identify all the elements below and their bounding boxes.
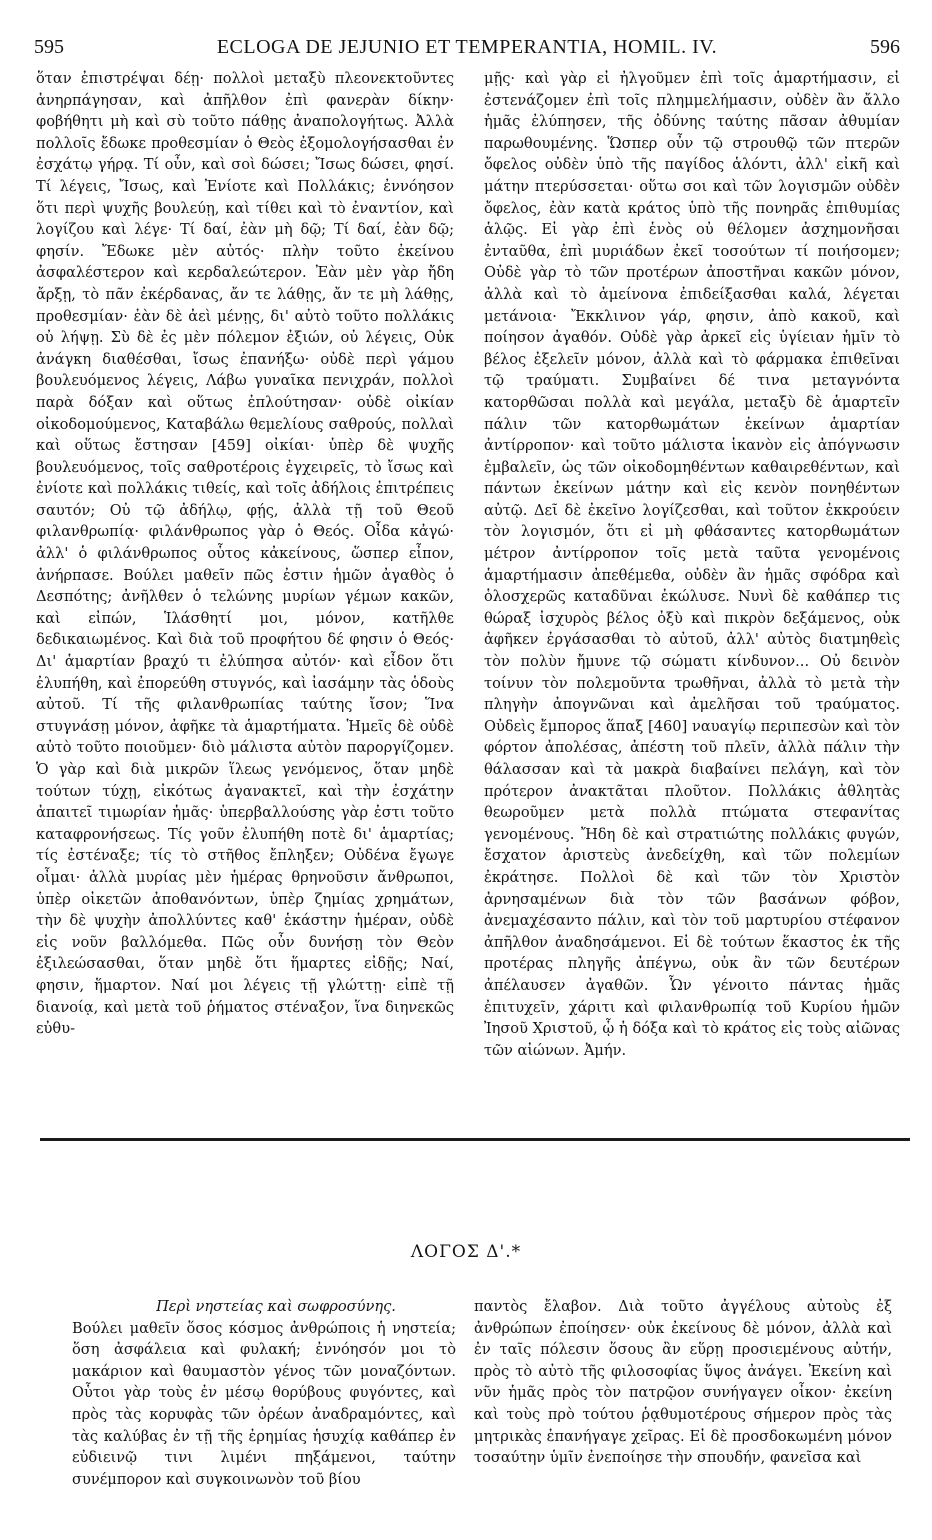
section-title: ΛΟΓΟΣ Δ'.* (410, 1242, 522, 1262)
running-title: ECLOGA DE JEJUNIO ET TEMPERANTIA, HOMIL. IV. (216, 36, 718, 58)
bottom-left-text: Βούλει μαθεῖν ὅσος κόσμος ἀνθρώποις ἡ νηστεία; ὅση ἀσφάλεια καὶ φυλακή; ἐννόησόν μοι τὸ μακάριον καὶ θαυμαστὸν γένος τῶν μοναζόντων. Οὗτοι γὰρ τοὺς ἐν μέσῳ θορύβους φυγόντες, καὶ πρὸς τὰς κορυφὰς τῶν ὀρέων ἀναδραμόντες, καὶ τὰς καλύβας ἐν τῇ τῆς ἐρημίας ἡσυχίᾳ καθάπερ ἐν εὐδιεινῷ τινι λιμένι πηξάμενοι, ταύτην συνέμπορον καὶ συγκοινωνὸν τοῦ βίου (72, 1319, 456, 1488)
page-number-left: 595 (34, 36, 64, 58)
bottom-right-text: παντὸς ἔλαβον. Διὰ τοῦτο ἀγγέλους αὐτοὺς ἐξ ἀνθρώπων ἐποίησεν· οὐκ ἐκείνους δὲ μόνον, ἀλλὰ καὶ ἐν ταῖς πόλεσιν ὅσους ἂν εὕρῃ προσιεμένους αὐτήν, πρὸς τὸ αὐτὸ τῆς φιλοσοφίας ὕψος ἀνάγει. Ἐκείνη καὶ νῦν ἡμᾶς πρὸς τὸν πατρῷον συνήγαγεν οἶκον· ἐκείνη καὶ τοὺς πρὸ τούτου ῥᾳθυμοτέρους σήμερον πρὸς τὰς μητρικὰς ἐπανήγαγε χεῖρας. Εἰ δὲ προσδοκωμένη μόνον τοσαύτην ὑμῖν ἐνεποίησε τὴν σπουδήν, φανεῖσα καὶ (474, 1298, 892, 1467)
section-subtitle: Περὶ νηστείας καὶ σωφροσύνης. (156, 1298, 396, 1315)
top-left-column (36, 68, 454, 1040)
bottom-right-column (474, 1296, 892, 1469)
bottom-left-column (72, 1296, 456, 1490)
top-right-column (484, 68, 900, 1061)
page-header (34, 30, 900, 60)
page-number-right: 596 (870, 36, 900, 58)
section-divider (40, 1138, 910, 1141)
top-right-text: μῇς· καὶ γὰρ εἰ ἠλγοῦμεν ἐπὶ τοῖς ἁμαρτήμασιν, εἰ ἐστενάζομεν ἐπὶ τοῖς πλημμελήμασιν, οὐδὲν ἂν ἄλλο ἡμᾶς ἐλύπησεν, τῆς ὀδύνης ταύτης πᾶσαν ἀθυμίαν παρωθουμένης. Ὥσπερ οὖν τῷ στρουθῷ τῶν πτερῶν ὄφελος οὐδὲν ὑπὸ τῆς παγίδος ἁλόντι, ἀλλ' εἰκῆ καὶ μάτην πτερύσσεται· οὕτω σοι καὶ τῶν λογισμῶν οὐδὲν ὄφελος, ἐὰν κατὰ κράτος ὑπὸ τῆς πονηρᾶς ἐπιθυμίας ἁλῷς. Εἰ γὰρ ἐπὶ ἑνὸς οὐ θέλομεν ἀσχημονῆσαι ἐνταῦθα, ἐπὶ μυριάδων ἐκεῖ τοσούτων τί ποιήσομεν; Οὐδὲ γὰρ τὸ τῶν προτέρων ἀποστῆναι κακῶν μόνον, ἀλλὰ καὶ τὸ ἀμείνονα ἐπιδείξασθαι καλά, λέγεται μετάνοια· Ἔκκλινον γάρ, φησιν, ἀπὸ κακοῦ, καὶ ποίησον ἀγαθόν. Οὐδὲ γὰρ ἀρκεῖ εἰς ὑγίειαν ἡμῖν τὸ βέλος ἐξελεῖν μόνον, ἀλλὰ καὶ τὸ φάρμακα ἐπιθεῖναι τῷ τραύματι. Συμβαίνει δέ τινα μεταγνόντα κατορθῶσαι πολλὰ καὶ μεγάλα, μεταξὺ δὲ ἁμαρτεῖν πάλιν τῶν κατορθωμάτων ἐκείνων ἁμαρτίαν ἀντίρροπον· καὶ τοῦτο μάλιστα ἱκανὸν εἰς ἀπόγνωσιν ἐμβαλεῖν, ὡς τῶν οἰκοδομηθέντων καθαιρεθέντων, καὶ πάντων ἐκείνων μάτην καὶ εἰς κενὸν πονηθέντων αὐτῷ. Δεῖ δὲ ἐκεῖνο λογίζεσθαι, καὶ τοῦτον ἐκκρούειν τὸν λογισμόν, ὅτι εἰ μὴ φθάσαντες κατορθωμάτων μέτρον ἀντίρροπον τοῖς μετὰ ταῦτα γενομένοις ἁμαρτήμασιν ἀπεθέμεθα, οὐδὲν ἂν ἡμᾶς σφόδρα καὶ ὁλοσχερῶς καταδῦναι ἐκώλυσε. Νυνὶ δὲ καθάπερ τις θώραξ ἰσχυρὸς βέλος ὀξὺ καὶ πικρὸν δεξάμενος, οὐκ ἀφῆκεν ἐργάσασθαι τὸ αὐτοῦ, ἀλλ' αὐτὸς διατμηθεὶς τὸν πολὺν ἤμυνε τῷ σώματι κίνδυνον... Οὐ δεινὸν τοίνυν τὸν πολεμοῦντα τρωθῆναι, ἀλλὰ τὸ μετὰ τὴν πληγὴν ἀπογνῶναι καὶ ἀμελῆσαι τοῦ τραύματος. Οὐδεὶς ἔμπορος ἅπαξ [460] ναυαγίῳ περιπεσὼν καὶ τὸν φόρτον ἀπολέσας, ἀπέστη τοῦ πλεῖν, ἀλλὰ πάλιν τὴν θάλασσαν καὶ τὰ μακρὰ διαβαίνει πελάγη, καὶ τὸν πρότερον ἀνακτᾶται πλοῦτον. Πολλάκις ἀθλητὰς θεωροῦμεν μετὰ πολλὰ πτώματα στεφανίτας γενομένους. Ἤδη δὲ καὶ στρατιώτης πολλάκις φυγών, ἔσχατον ἀριστεὺς ἀνεδείχθη, καὶ τῶν πολεμίων ἐκράτησε. Πολλοὶ δὲ καὶ τῶν τὸν Χριστὸν ἀρνησαμένων διὰ τὸν τῶν βασάνων φόβον, ἀνεμαχέσαντο πάλιν, καὶ τὸν τοῦ μαρτυρίου στέφανον ἀπῆλθον ἀναδησάμενοι. Εἰ δὲ τούτων ἕκαστος ἐκ τῆς προτέρας πληγῆς ἀπέγνω, οὐκ ἂν τῶν δευτέρων ἀπέλαυσεν ἀγαθῶν. Ὧν γένοιτο πάντας ἡμᾶς ἐπιτυχεῖν, χάριτι καὶ φιλανθρωπίᾳ τοῦ Κυρίου ἡμῶν Ἰησοῦ Χριστοῦ, ᾧ ἡ δόξα καὶ τὸ κράτος εἰς τοὺς αἰῶνας τῶν αἰώνων. Ἀμήν. (484, 70, 900, 1059)
top-left-text: ὅταν ἐπιστρέψαι δέῃ· πολλοὶ μεταξὺ πλεονεκτοῦντες ἀνηρπάγησαν, καὶ ἀπῆλθον ἐπὶ φανερὰν δίκην· φοβήθητι μὴ καὶ σὺ τοῦτο πάθῃς ἀναπολογήτως. Ἀλλὰ πολλοῖς ἔδωκε προθεσμίαν ὁ Θεὸς ἐξομολογήσασθαι ἐν ἐσχάτῳ γήρᾳ. Τί οὖν, καὶ σοὶ δώσει; Ἴσως δώσει, φησί. Τί λέγεις, Ἴσως, καὶ Ἐνίοτε καὶ Πολλάκις; ἐννόησον ὅτι περὶ ψυχῆς βουλεύῃ, καὶ τίθει καὶ τὸ ἐναντίον, καὶ λογίζου καὶ λέγε· Τί δαί, ἐὰν μὴ δῷ; Τί δαί, ἐὰν δῷ; φησίν. Ἔδωκε μὲν αὐτός· πλὴν τοῦτο ἐκείνου ἀσφαλέστερον καὶ κερδαλεώτερον. Ἐὰν μὲν γὰρ ἤδη ἄρξῃ, τὸ πᾶν ἐκέρδανας, ἄν τε λάθῃς, ἄν τε μὴ λάθῃς, προθεσμίαν· ἐὰν δὲ ἀεὶ μένῃς, δι' αὐτὸ τοῦτο πολλάκις οὐ λήψῃ. Σὺ δὲ ἐς μὲν πόλεμον ἐξιών, οὐ λέγεις, Οὐκ ἀνάγκη διαθέσθαι, ἴσως ἐπανήξω· οὐδὲ περὶ γάμου βουλευόμενος λέγεις, Λάβω γυναῖκα πενιχράν, πολλοὶ παρὰ δόξαν καὶ οὕτως ἐπλούτησαν· οὐδὲ οἰκίαν οἰκοδομούμενος, Καταβάλω θεμελίους σαθρούς, πολλαὶ καὶ οὕτως ἔστησαν [459] οἰκίαι· ὑπὲρ δὲ ψυχῆς βουλευόμενος, τοῖς σαθροτέροις ἐγχειρεῖς, τὸ ἴσως καὶ ἐνίοτε καὶ πολλάκις τιθείς, καὶ τοῖς ἀδήλοις ἐπιτρέπεις σαυτόν; Οὐ τῷ ἀδήλῳ, φῄς, ἀλλὰ τῇ τοῦ Θεοῦ φιλανθρωπίᾳ· φιλάνθρωπος γὰρ ὁ Θεός. Οἶδα κἀγώ· ἀλλ' ὁ φιλάνθρωπος οὗτος κἀκείνους, ὥσπερ εἶπον, ἀνήρπασε. Βούλει μαθεῖν πῶς ἐστιν ἡμῶν ἀγαθὸς ὁ Δεσπότης; ἀνῆλθεν ὁ τελώνης μυρίων γέμων κακῶν, καὶ εἰπών, Ἱλάσθητί μοι, μόνον, κατῆλθε δεδικαιωμένος. Καὶ διὰ τοῦ προφήτου δέ φησιν ὁ Θεός· Δι' ἁμαρτίαν βραχύ τι ἐλύπησα αὐτόν· καὶ εἶδον ὅτι ἐλυπήθη, καὶ ἐπορεύθη στυγνός, καὶ ἰασάμην τὰς ὁδοὺς αὐτοῦ. Τί τῆς φιλανθρωπίας ταύτης ἴσον; Ἵνα στυγνάσῃ μόνον, ἀφῆκε τὰ ἁμαρτήματα. Ἡμεῖς δὲ οὐδὲ αὐτὸ τοῦτο ποιοῦμεν· διὸ μάλιστα αὐτὸν παροργίζομεν. Ὁ γὰρ καὶ διὰ μικρῶν ἵλεως γενόμενος, ὅταν μηδὲ τούτων τύχῃ, εἰκότως ἀγανακτεῖ, καὶ τὴν ἐσχάτην ἀπαιτεῖ τιμωρίαν ἡμᾶς· ὑπερβαλλούσης γὰρ ἐστι τοῦτο καταφρονήσεως. Τίς γοῦν ἐλυπήθη ποτὲ δι' ἁμαρτίας; τίς ἐστέναξε; τίς τὸ στῆθος ἔπληξεν; Οὐδένα ἔγωγε οἶμαι· ἀλλὰ μυρίας μὲν ἡμέρας θρηνοῦσιν ἄνθρωποι, ὑπὲρ οἰκετῶν ἀποθανόντων, ὑπὲρ ζημίας χρημάτων, τὴν δὲ ψυχὴν ἀπολλύντες καθ' ἑκάστην ἡμέραν, οὐδὲ εἰς νοῦν βαλλόμεθα. Πῶς οὖν δυνήσῃ τὸν Θεὸν ἐξιλεώσασθαι, ὅταν μηδὲ ὅτι ἥμαρτες εἰδῇς; Ναί, φησιν, ἥμαρτον. Ναί μοι λέγεις τῇ γλώττῃ· εἰπὲ τῇ διανοίᾳ, καὶ μετὰ τοῦ ῥήματος στέναξον, ἵνα διηνεκῶς εὐθυ- (36, 70, 454, 1038)
